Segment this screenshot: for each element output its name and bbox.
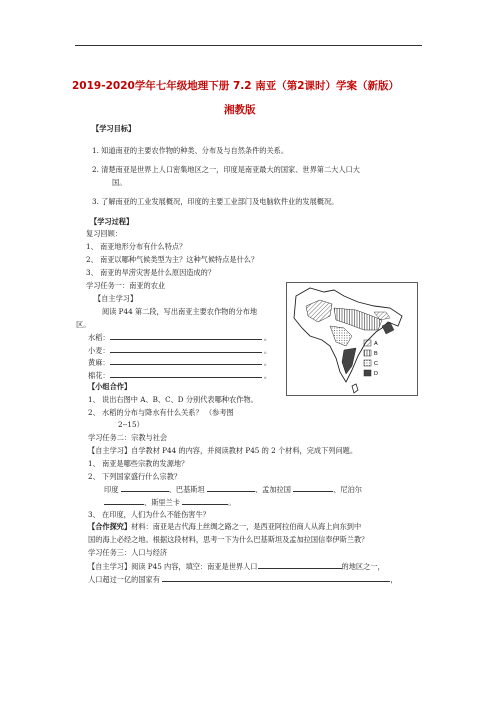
- task-one-heading: 学习任务一：南亚的农业: [86, 281, 166, 290]
- explore-text-cont: 国的海上必经之地。根据这段材料，思考一下为什么巴基斯坦及孟加拉国信奉伊斯兰教？: [88, 535, 369, 544]
- self-study-label: 【自主学习】: [94, 294, 138, 303]
- goal-item: 2. 清楚南亚是世界上人口密集地区之一，印度是南亚最大的国家、世界第二大人口大: [92, 165, 360, 174]
- crop-row-wheat: [88, 345, 271, 355]
- nepal-religion-blank[interactable]: [104, 497, 144, 505]
- pakistan-religion-blank[interactable]: [207, 484, 255, 492]
- india-religion-blank[interactable]: [121, 484, 169, 492]
- page-subtitle: 湘教版: [224, 104, 256, 116]
- legend-label-a: A: [374, 341, 378, 347]
- goal-item: 1. 知道南亚的主要农作物的种类、分布及与自然条件的关系。: [92, 146, 289, 155]
- period: 。: [228, 498, 236, 507]
- comma: ，: [390, 575, 398, 584]
- group-work-heading: 【小组合作】: [88, 382, 132, 391]
- legend-swatch-c: [364, 360, 371, 366]
- goal-item: 国。: [112, 178, 127, 187]
- country-label: 、尼泊尔: [333, 485, 362, 494]
- wheat-answer-blank[interactable]: [110, 345, 262, 353]
- population-text: 【自主学习】阅读 P45 内容，填空：南亚是世界人口: [88, 562, 258, 571]
- population-fill-row-cont: [88, 574, 397, 584]
- reading-instruction: 阅读 P44 第二段，写出南亚主要农作物的分布地: [102, 307, 258, 316]
- task-two-heading: 学习任务二：宗教与社会: [88, 433, 168, 442]
- crop-row-rice: [88, 332, 271, 342]
- population-density-blank[interactable]: [258, 561, 342, 569]
- country-label: 印度: [104, 485, 119, 494]
- crop-row-cotton: [88, 370, 271, 380]
- crop-row-jute: [88, 357, 271, 367]
- header-rule: [75, 45, 422, 46]
- religion-question: 1、 南亚是哪些宗教的发源地？: [88, 459, 189, 468]
- crop-label: 水稻：: [88, 333, 110, 342]
- period: 。: [263, 346, 272, 355]
- legend-label-c: C: [374, 361, 378, 367]
- review-question: 3、 南亚的旱涝灾害是什么原因造成的？: [86, 268, 216, 277]
- goals-heading: 【学习目标】: [92, 124, 136, 133]
- legend-label-d: D: [374, 371, 378, 377]
- srilanka-religion-blank[interactable]: [182, 497, 228, 505]
- religion-question: 3、 在印度，人们为什么不能伤害牛？: [88, 510, 210, 519]
- self-study-religion: 【自主学习】自学教材 P44 的内容，并阅读教材 P45 的 2 个材料，完成下列问题。: [88, 446, 358, 455]
- group-question: 2、 水稻的分布与降水有什么关系？ （参考图: [88, 408, 234, 417]
- bangladesh-religion-blank[interactable]: [293, 484, 333, 492]
- legend-swatch-b: [364, 350, 371, 356]
- reading-instruction-cont: 区。: [76, 320, 91, 329]
- country-religion-row-cont: [104, 497, 235, 507]
- review-question: 2、 南亚以哪种气候类型为主？这种气候特点是什么？: [86, 255, 259, 264]
- legend-swatch-a: [364, 340, 371, 346]
- period: 。: [263, 371, 272, 380]
- review-label: 复习回顾：: [86, 229, 122, 238]
- crop-label: 棉花：: [88, 371, 110, 380]
- task-three-heading: 学习任务三：人口与经济: [88, 548, 168, 557]
- population-text: 人口超过一亿的国家有: [88, 575, 160, 584]
- legend-swatch-d: [364, 370, 371, 376]
- country-label: 、孟加拉国: [254, 485, 291, 494]
- legend-label-b: B: [374, 351, 378, 357]
- jute-answer-blank[interactable]: [110, 357, 262, 365]
- country-label: 、斯里兰卡: [144, 498, 180, 507]
- south-asia-crop-map: [286, 282, 418, 396]
- religion-question: 2、 下列国家盛行什么宗教？: [88, 472, 182, 481]
- group-question-cont: 2--15）: [118, 420, 144, 429]
- population-fill-row: [88, 561, 385, 571]
- country-label: 、巴基斯坦: [168, 485, 205, 494]
- period: 。: [263, 358, 272, 367]
- group-question: 1、 说出右图中 A、B、C、D 分别代表哪种农作物。: [88, 395, 258, 404]
- period: 。: [263, 333, 272, 342]
- explore-para: [88, 522, 361, 531]
- country-religion-row: [104, 484, 362, 494]
- explore-text: 材料：南亚是古代海上丝绸之路之一，是西亚阿拉伯商人从海上向东到中: [131, 522, 362, 531]
- population-text: 的地区之一，: [341, 562, 385, 571]
- large-countries-blank[interactable]: [162, 574, 390, 582]
- cotton-answer-blank[interactable]: [110, 370, 262, 378]
- page-title: 2019-2020学年七年级地理下册 7.2 南亚（第2课时）学案（新版）: [72, 80, 400, 92]
- rice-answer-blank[interactable]: [110, 332, 262, 340]
- goal-item: 3. 了解南亚的工业发展概况，印度的主要工业部门及电脑软件业的发展概况。: [92, 197, 339, 206]
- crop-label: 黄麻：: [88, 358, 110, 367]
- review-question: 1、 南亚地形分布有什么特点？: [86, 242, 187, 251]
- process-heading: 【学习过程】: [90, 217, 134, 226]
- crop-label: 小麦：: [88, 346, 110, 355]
- explore-heading: 【合作探究】: [88, 522, 132, 531]
